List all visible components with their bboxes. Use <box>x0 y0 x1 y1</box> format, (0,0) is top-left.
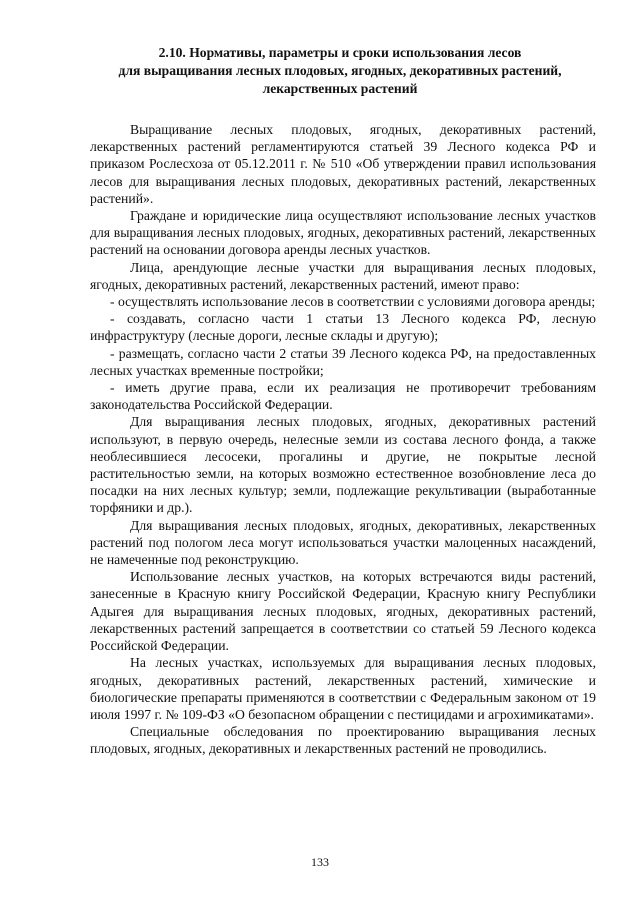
paragraph-lease-basis: Граждане и юридические лица осуществляют использование лесных участков для выращивания лесных плодовых, ягодных, декоративных растений, лекарственных растений на основании договора аренды лесных участков. <box>90 208 596 258</box>
paragraph-regulation: Выращивание лесных плодовых, ягодных, декоративных растений, лекарственных растений регламентируются статьей 39 Лесного кодекса РФ и приказом Рослесхоза от 05.12.2011 г. № 510 «Об утверждении правил использования лесов для выращивания лесных плодовых, декоративных растений, лекарственных растений». <box>90 122 596 206</box>
list-item-right-other: - иметь другие права, если их реализация не противоречит требованиям законодательства Российской Федерации. <box>90 380 596 413</box>
paragraph-rights-intro: Лица, арендующие лесные участки для выращивания лесных плодовых, ягодных, декоративных растений, лекарственных растений, имеют право: <box>90 259 596 292</box>
list-item-right-buildings: - размещать, согласно части 2 статьи 39 Лесного кодекса РФ, на предоставленных лесных участках временные постройки; <box>90 345 596 378</box>
list-item-right-infrastructure: - создавать, согласно части 1 статьи 13 Лесного кодекса РФ, лесную инфраструктуру (лесные дороги, лесные склады и другую); <box>90 311 596 344</box>
paragraph-surveys: Специальные обследования по проектированию выращивания лесных плодовых, ягодных, декоративных и лекарственных растений не проводились. <box>90 724 596 757</box>
paragraph-red-book: Использование лесных участков, на которых встречаются виды растений, занесенные в Красную книгу Российской Федерации, Красную книгу Республики Адыгея для выращивания лесных плодовых, ягодных, декоративных растений, лекарственных растений запрещается в соответствии со статьей 59 Лесного кодекса Российской Федерации. <box>90 569 596 654</box>
section-heading-line-1: 2.10. Нормативы, параметры и сроки использования лесов <box>158 45 522 60</box>
section-body <box>90 121 596 758</box>
page-number: 133 <box>311 855 329 869</box>
section-heading <box>86 44 594 98</box>
paragraph-chemicals: На лесных участках, используемых для выращивания лесных плодовых, ягодных, декоративных растений, лекарственных растений, химические и биологические препараты применяются в соответствии с Федеральным законом от 19 июля 1997 г. № 109-ФЗ «О безопасном обращении с пестицидами и агрохимикатами». <box>90 655 596 722</box>
section-heading-line-2: для выращивания лесных плодовых, ягодных, декоративных растений, <box>118 63 562 78</box>
section-heading-line-3: лекарственных растений <box>262 81 418 96</box>
paragraph-canopy: Для выращивания лесных плодовых, ягодных, декоративных, лекарственных растений под пологом леса могут использоваться участки малоценных насаждений, не намеченные под реконструкцию. <box>90 517 596 568</box>
list-item-right-use: - осуществлять использование лесов в соответствии с условиями договора аренды; <box>110 294 596 310</box>
paragraph-land-use: Для выращивания лесных плодовых, ягодных, декоративных растений используют, в первую очередь, нелесные земли из состава лесного фонда, а также необлесившиеся лесосеки, прогалины и другие, не покрытые лесной растительностью земли, на которых возможно естественное возобновление леса до посадки на них лесных культур; земли, подлежащие рекультивации (выработанные торфяники и др.). <box>90 414 596 516</box>
